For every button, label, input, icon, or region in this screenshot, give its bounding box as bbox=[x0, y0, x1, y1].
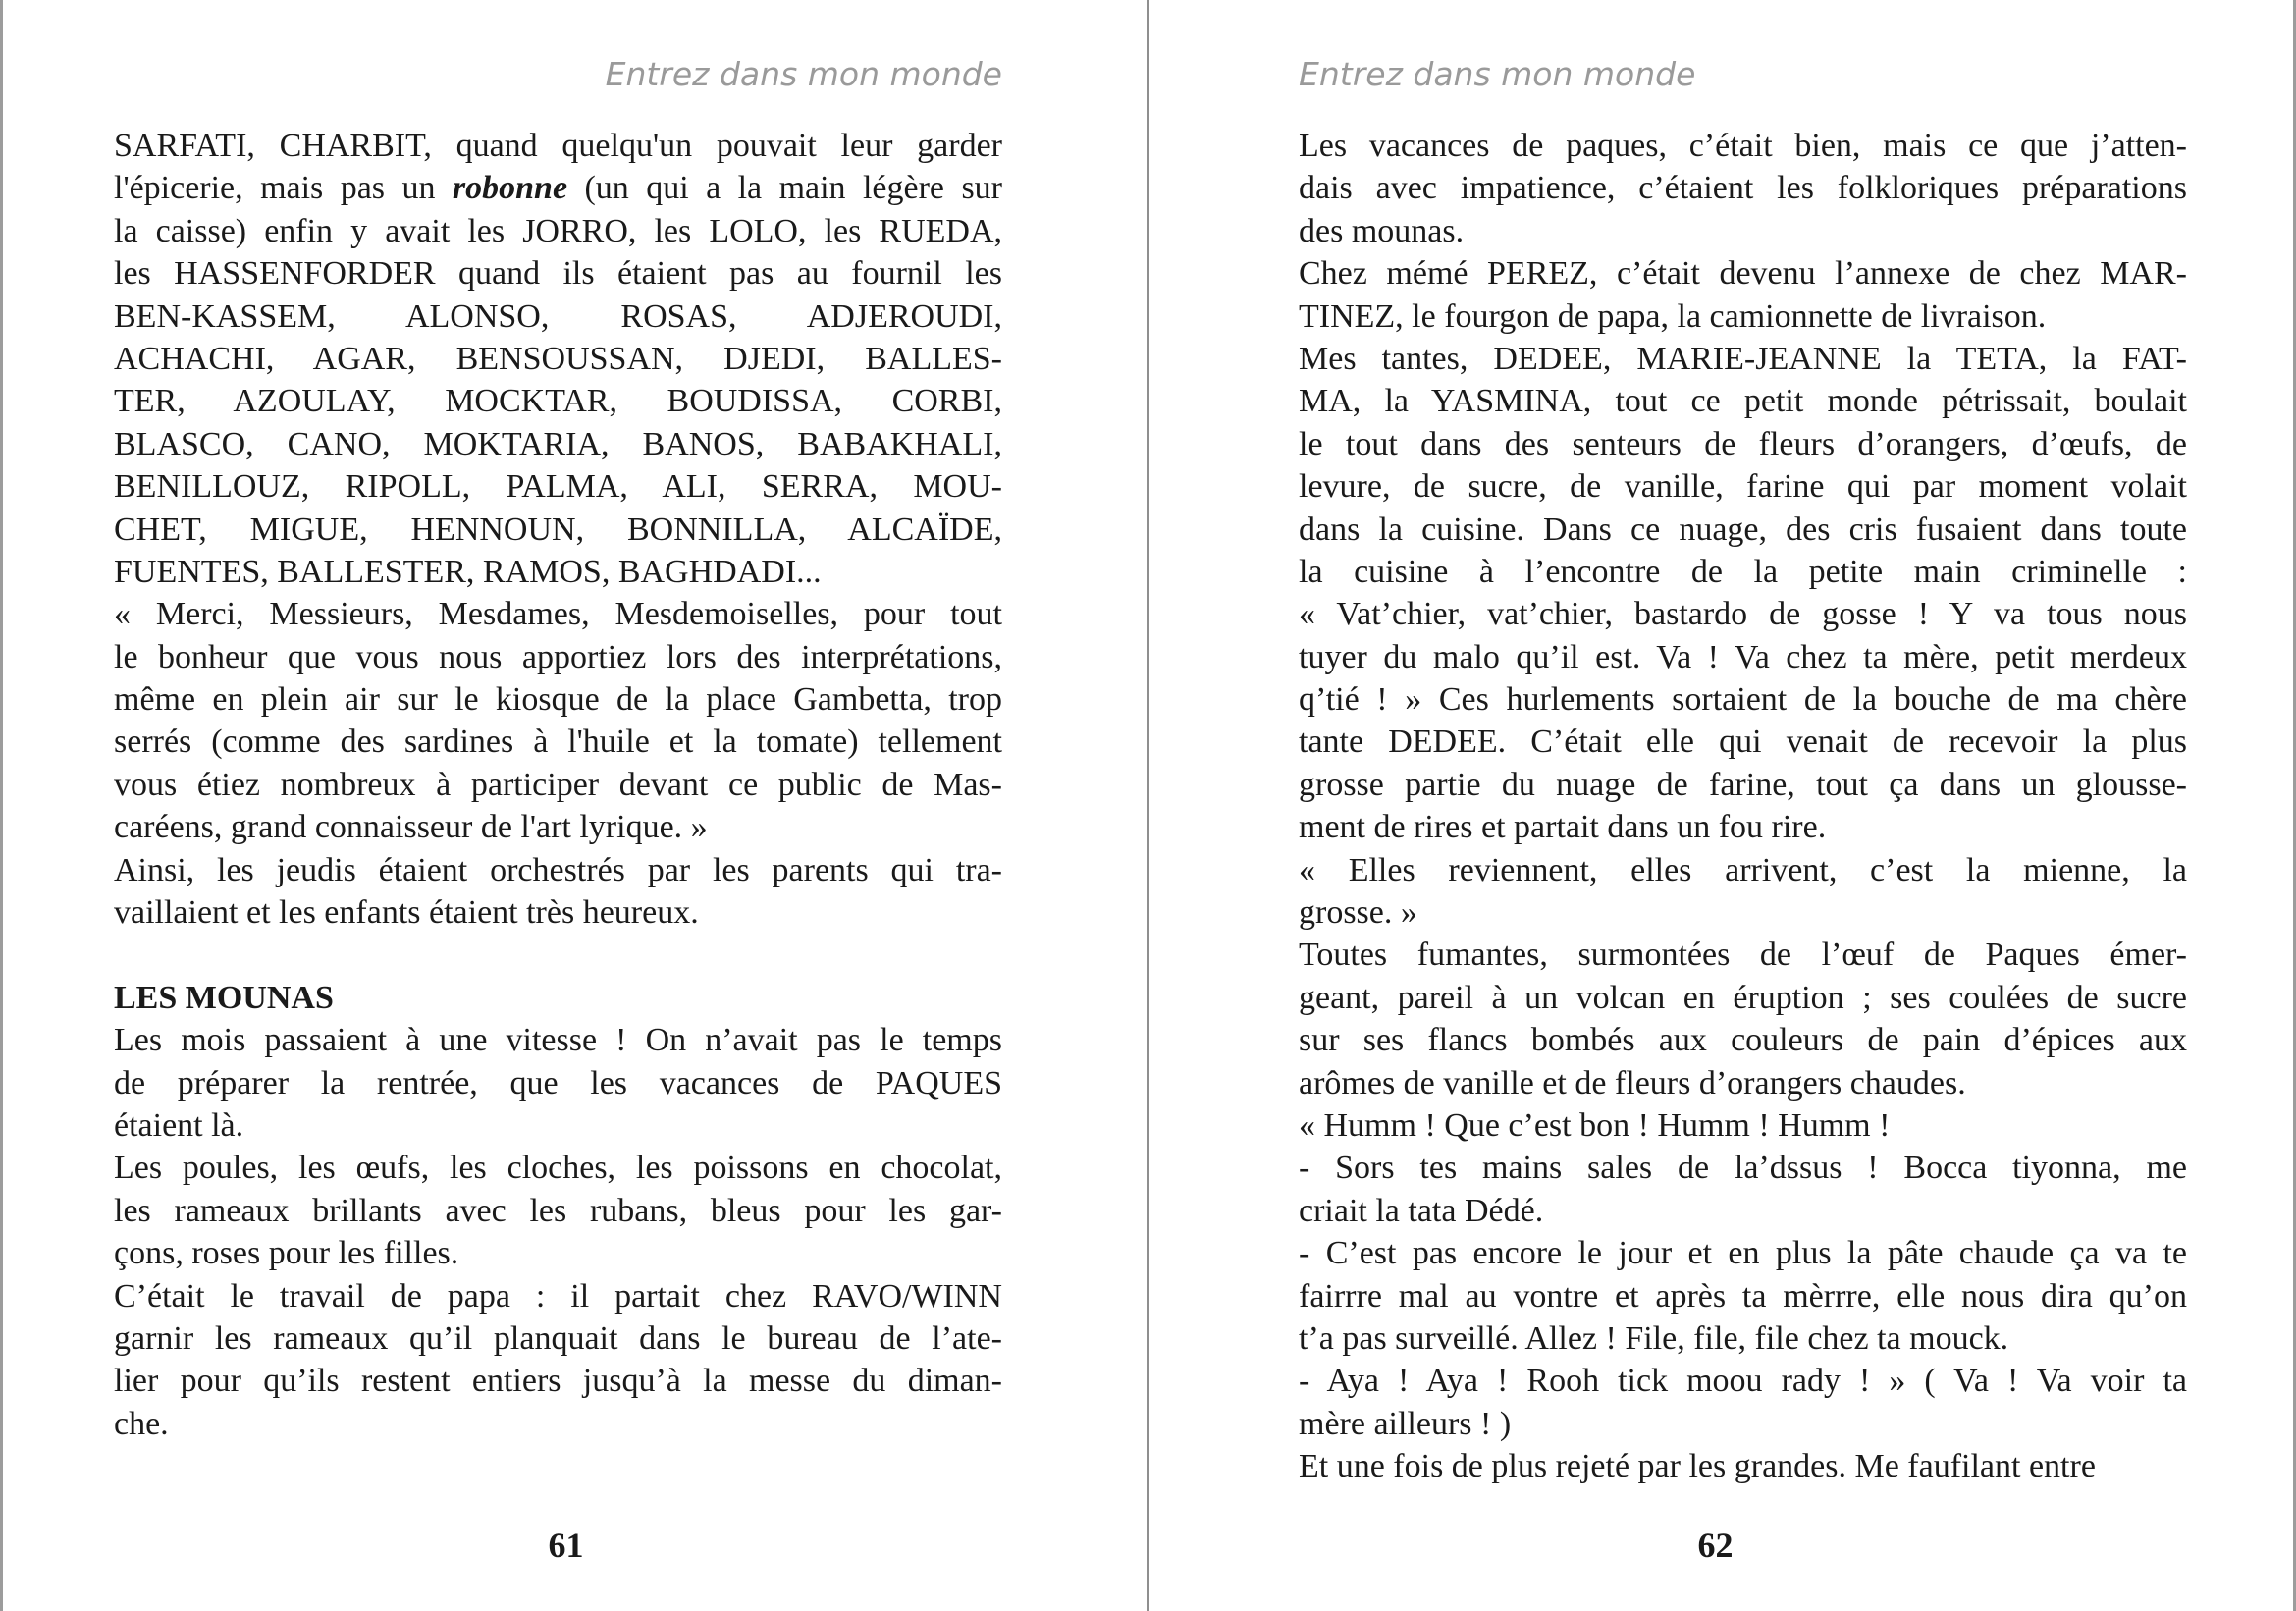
text-line: FUENTES, BALLESTER, RAMOS, BAGHDADI... bbox=[114, 553, 822, 590]
text-line: - Aya ! Aya ! Rooh tick moou rady ! » ( Va ! Va voir ta bbox=[1299, 1363, 2187, 1400]
text-line: BLASCO, CANO, MOKTARIA, BANOS, BABAKHALI, bbox=[114, 425, 1002, 462]
page-number: 61 bbox=[548, 1526, 584, 1565]
text-line: « Merci, Messieurs, Mesdames, Mesdemoiselles, pour tout bbox=[114, 596, 1002, 633]
running-header: Entrez dans mon monde bbox=[605, 55, 1002, 93]
text-line: levure, de sucre, de vanille, farine qui par moment volait bbox=[1299, 468, 2187, 506]
text-line: caréens, grand connaisseur de l'art lyrique. » bbox=[114, 809, 708, 846]
page-number: 62 bbox=[1697, 1526, 1734, 1565]
text-line: - Sors tes mains sales de la’dssus ! Bocca tiyonna, me bbox=[1299, 1150, 2187, 1187]
text-line: grosse. » bbox=[1299, 894, 1417, 932]
text-line: sur ses flancs bombés aux couleurs de pain d’épices aux bbox=[1299, 1022, 2187, 1059]
text-line: MA, la YASMINA, tout ce petit monde pétrissait, boulait bbox=[1299, 383, 2187, 420]
blank-line bbox=[114, 934, 1002, 976]
text-line: vous étiez nombreux à participer devant ce public de Mas- bbox=[114, 766, 1002, 803]
text-line: étaient là. bbox=[114, 1106, 244, 1144]
text-line: t’a pas surveillé. Allez ! File, file, file chez ta mouck. bbox=[1299, 1319, 2009, 1357]
text-line: vaillaient et les enfants étaient très heureux. bbox=[114, 894, 699, 932]
text-line: dais avec impatience, c’étaient les folkloriques préparations bbox=[1299, 170, 2187, 207]
text-line: même en plein air sur le kiosque de la place Gambetta, trop bbox=[114, 681, 1002, 719]
text-line: - C’est pas encore le jour et en plus la pâte chaude ça va te bbox=[1299, 1235, 2187, 1272]
text-line: Les mois passaient à une vitesse ! On n’avait pas le temps bbox=[114, 1022, 1002, 1059]
text-line: C’était le travail de papa : il partait chez RAVO/WINN bbox=[114, 1277, 1002, 1315]
text-fragment: (un qui a la main légère sur bbox=[567, 170, 1002, 207]
text-line: mère ailleurs ! ) bbox=[1299, 1405, 1512, 1442]
text-line: ACHACHI, AGAR, BENSOUSSAN, DJEDI, BALLES- bbox=[114, 340, 1002, 377]
text-line: TER, AZOULAY, MOCKTAR, BOUDISSA, CORBI, bbox=[114, 383, 1002, 420]
text-fragment: l'épicerie, mais pas un bbox=[114, 170, 453, 207]
text-line: le tout dans des senteurs de fleurs d’orangers, d’œufs, de bbox=[1299, 425, 2187, 462]
section-title: LES MOUNAS bbox=[114, 979, 334, 1016]
text-line: ment de rires et partait dans un fou rire. bbox=[1299, 809, 1827, 846]
text-line: serrés (comme des sardines à l'huile et la tomate) tellement bbox=[114, 724, 1002, 761]
text-line: geant, pareil à un volcan en éruption ; ses coulées de sucre bbox=[1299, 979, 2187, 1016]
text-line: q’tié ! » Ces hurlements sortaient de la bouche de ma chère bbox=[1299, 681, 2187, 719]
text-line: che. bbox=[114, 1405, 169, 1442]
text-line: SARFATI, CHARBIT, quand quelqu'un pouvait leur garder bbox=[114, 128, 1002, 164]
text-line: Toutes fumantes, surmontées de l’œuf de Paques émer- bbox=[1299, 937, 2187, 974]
text-line: fairrre mal au vontre et après ta mèrrre, elle nous dira qu’on bbox=[1299, 1277, 2187, 1315]
text-line: lier pour qu’ils restent entiers jusqu’à la messe du diman- bbox=[114, 1363, 1002, 1400]
text-line: Et une fois de plus rejeté par les grandes. Me faufilant entre bbox=[1299, 1448, 2096, 1485]
text-line: grosse partie du nuage de farine, tout ça dans un glousse- bbox=[1299, 766, 2187, 803]
text-line: les HASSENFORDER quand ils étaient pas au fournil les bbox=[114, 255, 1002, 293]
text-line: tante DEDEE. C’était elle qui venait de recevoir la plus bbox=[1299, 724, 2187, 761]
text-line: les rameaux brillants avec les rubans, bleus pour les gar- bbox=[114, 1192, 1002, 1229]
text-line: dans la cuisine. Dans ce nuage, des cris fusaient dans toute bbox=[1299, 510, 2187, 548]
text-line: garnir les rameaux qu’il planquait dans le bureau de l’ate- bbox=[114, 1319, 1002, 1357]
right-page bbox=[1149, 0, 2296, 1611]
text-line: BENILLOUZ, RIPOLL, PALMA, ALI, SERRA, MOU- bbox=[114, 468, 1002, 506]
text-line: « Vat’chier, vat’chier, bastardo de gosse ! Y va tous nous bbox=[1299, 596, 2187, 633]
text-line: Les poules, les œufs, les cloches, les poissons en chocolat, bbox=[114, 1150, 1002, 1187]
text-line: Les vacances de paques, c’était bien, mais ce que j’atten- bbox=[1299, 128, 2187, 164]
page-text bbox=[114, 125, 1002, 1445]
text-line: « Elles reviennent, elles arrivent, c’est la mienne, la bbox=[1299, 851, 2187, 888]
text-line: Ainsi, les jeudis étaient orchestrés par les parents qui tra- bbox=[114, 851, 1002, 888]
text-line: çons, roses pour les filles. bbox=[114, 1235, 459, 1272]
page-text bbox=[1299, 125, 2187, 1488]
text-line: arômes de vanille et de fleurs d’orangers chaudes. bbox=[1299, 1064, 1966, 1101]
running-header: Entrez dans mon monde bbox=[1299, 55, 1696, 93]
text-line: criait la tata Dédé. bbox=[1299, 1192, 1544, 1229]
text-line: Mes tantes, DEDEE, MARIE-JEANNE la TETA, la FAT- bbox=[1299, 340, 2187, 377]
text-line: CHET, MIGUE, HENNOUN, BONNILLA, ALCAÏDE, bbox=[114, 510, 1002, 548]
text-line: tuyer du malo qu’il est. Va ! Va chez ta mère, petit merdeux bbox=[1299, 638, 2187, 675]
text-line: Chez mémé PEREZ, c’était devenu l’annexe de chez MAR- bbox=[1299, 255, 2187, 293]
text-line: la caisse) enfin y avait les JORRO, les LOLO, les RUEDA, bbox=[114, 212, 1002, 249]
text-line: TINEZ, le fourgon de papa, la camionnette de livraison. bbox=[1299, 297, 2047, 335]
text-line: BEN-KASSEM, ALONSO, ROSAS, ADJEROUDI, bbox=[114, 297, 1002, 335]
emphasized-word: robonne bbox=[452, 170, 568, 207]
text-line: la cuisine à l’encontre de la petite main criminelle : bbox=[1299, 553, 2187, 590]
text-line bbox=[114, 167, 1002, 209]
text-line: des mounas. bbox=[1299, 212, 1465, 249]
text-line: de préparer la rentrée, que les vacances de PAQUES bbox=[114, 1064, 1002, 1101]
text-line: le bonheur que vous nous apportiez lors des interprétations, bbox=[114, 638, 1002, 675]
text-line: « Humm ! Que c’est bon ! Humm ! Humm ! bbox=[1299, 1106, 1891, 1144]
